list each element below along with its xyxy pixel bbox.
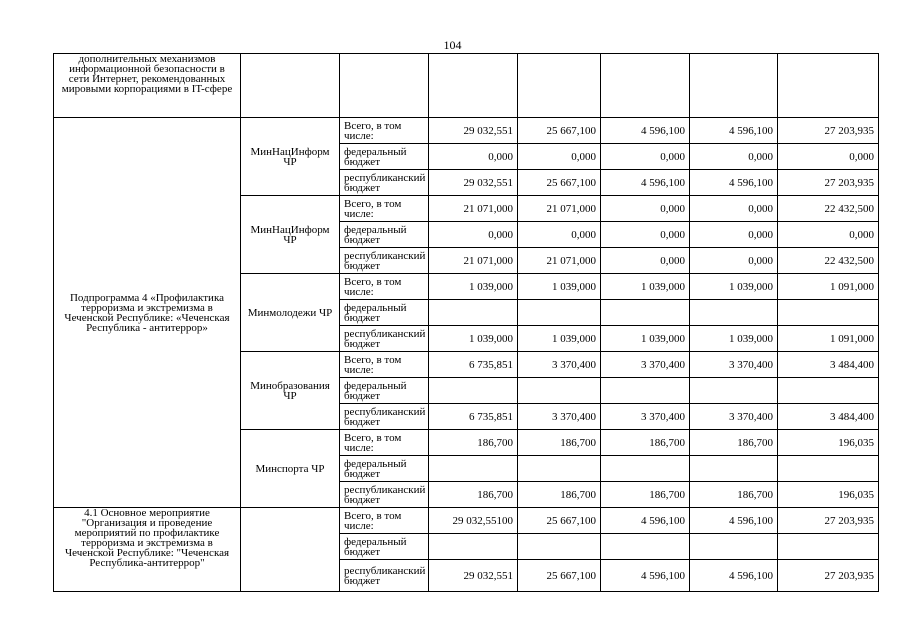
value-cell: 1 039,000: [690, 326, 778, 352]
source-cell: Всего, в том числе:: [340, 352, 429, 378]
value-cell: 27 203,935: [778, 508, 879, 534]
value-cell: 0,000: [518, 222, 601, 248]
source-cell: федеральный бюджет: [340, 378, 429, 404]
value-cell: [778, 456, 879, 482]
value-cell: [690, 378, 778, 404]
value-cell: 0,000: [518, 144, 601, 170]
value-cell: [601, 54, 690, 118]
value-cell: [601, 456, 690, 482]
source-cell: Всего, в том числе:: [340, 508, 429, 534]
value-cell: [690, 300, 778, 326]
value-cell: [778, 378, 879, 404]
org-cell: [241, 54, 340, 118]
value-cell: 25 667,100: [518, 508, 601, 534]
value-cell: 0,000: [429, 222, 518, 248]
value-cell: [778, 534, 879, 560]
value-cell: 0,000: [601, 248, 690, 274]
value-cell: 21 071,000: [518, 196, 601, 222]
org-cell: Минспорта ЧР: [241, 430, 340, 508]
source-cell: [340, 54, 429, 118]
org-cell: [241, 508, 340, 592]
measure-name-cell: 4.1 Основное мероприятие "Организация и проведение мероприятий по профилактике терроризма и экстремизма в Чеченской Республике: "Чеченская Республика-антитеррор": [54, 508, 241, 592]
value-cell: 186,700: [518, 430, 601, 456]
value-cell: 1 039,000: [601, 326, 690, 352]
value-cell: 3 484,400: [778, 352, 879, 378]
value-cell: 3 370,400: [690, 404, 778, 430]
source-cell: Всего, в том числе:: [340, 196, 429, 222]
source-cell: республиканский бюджет: [340, 170, 429, 196]
value-cell: 21 071,000: [429, 196, 518, 222]
table-row: [54, 118, 879, 144]
value-cell: 27 203,935: [778, 560, 879, 592]
org-cell: Минмолодежи ЧР: [241, 274, 340, 352]
org-cell: МинНацИнформ ЧР: [241, 118, 340, 196]
value-cell: 29 032,551: [429, 560, 518, 592]
value-cell: 4 596,100: [601, 560, 690, 592]
source-cell: Всего, в том числе:: [340, 118, 429, 144]
value-cell: 186,700: [690, 430, 778, 456]
source-cell: федеральный бюджет: [340, 222, 429, 248]
source-cell: федеральный бюджет: [340, 456, 429, 482]
value-cell: 196,035: [778, 430, 879, 456]
value-cell: 29 032,55100: [429, 508, 518, 534]
value-cell: [429, 54, 518, 118]
value-cell: [690, 534, 778, 560]
value-cell: [429, 378, 518, 404]
value-cell: [778, 300, 879, 326]
value-cell: 0,000: [601, 196, 690, 222]
value-cell: [429, 300, 518, 326]
value-cell: 6 735,851: [429, 352, 518, 378]
source-cell: республиканский бюджет: [340, 404, 429, 430]
value-cell: [601, 534, 690, 560]
value-cell: 186,700: [601, 430, 690, 456]
source-cell: федеральный бюджет: [340, 300, 429, 326]
source-cell: республиканский бюджет: [340, 560, 429, 592]
value-cell: 196,035: [778, 482, 879, 508]
value-cell: [778, 54, 879, 118]
value-cell: 4 596,100: [601, 508, 690, 534]
value-cell: 186,700: [429, 482, 518, 508]
value-cell: 25 667,100: [518, 560, 601, 592]
source-cell: Всего, в том числе:: [340, 274, 429, 300]
page-number: 104: [443, 38, 462, 52]
value-cell: 1 039,000: [690, 274, 778, 300]
value-cell: 3 370,400: [518, 404, 601, 430]
value-cell: 186,700: [429, 430, 518, 456]
value-cell: 4 596,100: [690, 118, 778, 144]
value-cell: [429, 456, 518, 482]
value-cell: 0,000: [601, 222, 690, 248]
value-cell: 4 596,100: [690, 508, 778, 534]
table-row: [54, 54, 879, 118]
value-cell: 1 039,000: [518, 274, 601, 300]
value-cell: 0,000: [690, 196, 778, 222]
value-cell: 25 667,100: [518, 170, 601, 196]
value-cell: 0,000: [429, 144, 518, 170]
value-cell: 4 596,100: [690, 170, 778, 196]
value-cell: 4 596,100: [601, 170, 690, 196]
value-cell: 3 370,400: [601, 352, 690, 378]
value-cell: 6 735,851: [429, 404, 518, 430]
budget-table: [53, 53, 879, 592]
event-name-cell: дополнительных механизмов информационной безопасности в сети Интернет, рекомендованных мировыми корпорациями в IT-сфере: [54, 54, 241, 118]
value-cell: 1 039,000: [429, 326, 518, 352]
value-cell: 22 432,500: [778, 196, 879, 222]
source-cell: Всего, в том числе:: [340, 430, 429, 456]
value-cell: 3 484,400: [778, 404, 879, 430]
value-cell: 1 091,000: [778, 274, 879, 300]
value-cell: [518, 456, 601, 482]
value-cell: 186,700: [518, 482, 601, 508]
value-cell: 1 039,000: [518, 326, 601, 352]
source-cell: республиканский бюджет: [340, 248, 429, 274]
value-cell: 0,000: [690, 222, 778, 248]
value-cell: 0,000: [690, 248, 778, 274]
value-cell: [429, 534, 518, 560]
value-cell: [518, 300, 601, 326]
value-cell: 1 091,000: [778, 326, 879, 352]
subprogram-name-cell: Подпрограмма 4 «Профилактика терроризма и экстремизма в Чеченской Республике: «Чеченская Республика - антитеррор»: [54, 118, 241, 508]
value-cell: 3 370,400: [690, 352, 778, 378]
value-cell: 21 071,000: [518, 248, 601, 274]
value-cell: 0,000: [690, 144, 778, 170]
source-cell: федеральный бюджет: [340, 144, 429, 170]
org-cell: Минобразования ЧР: [241, 352, 340, 430]
table-row: [54, 508, 879, 534]
value-cell: 186,700: [690, 482, 778, 508]
value-cell: 0,000: [778, 144, 879, 170]
source-cell: республиканский бюджет: [340, 326, 429, 352]
org-cell: МинНацИнформ ЧР: [241, 196, 340, 274]
value-cell: 25 667,100: [518, 118, 601, 144]
value-cell: 1 039,000: [429, 274, 518, 300]
value-cell: [518, 534, 601, 560]
value-cell: 27 203,935: [778, 170, 879, 196]
value-cell: [690, 456, 778, 482]
value-cell: 186,700: [601, 482, 690, 508]
value-cell: 29 032,551: [429, 170, 518, 196]
source-cell: республиканский бюджет: [340, 482, 429, 508]
value-cell: [518, 378, 601, 404]
value-cell: 1 039,000: [601, 274, 690, 300]
value-cell: 21 071,000: [429, 248, 518, 274]
value-cell: 3 370,400: [601, 404, 690, 430]
value-cell: 3 370,400: [518, 352, 601, 378]
value-cell: 22 432,500: [778, 248, 879, 274]
value-cell: [601, 300, 690, 326]
value-cell: 29 032,551: [429, 118, 518, 144]
value-cell: 27 203,935: [778, 118, 879, 144]
value-cell: [518, 54, 601, 118]
value-cell: 4 596,100: [601, 118, 690, 144]
value-cell: [601, 378, 690, 404]
value-cell: 4 596,100: [690, 560, 778, 592]
value-cell: [690, 54, 778, 118]
value-cell: 0,000: [778, 222, 879, 248]
source-cell: федеральный бюджет: [340, 534, 429, 560]
value-cell: 0,000: [601, 144, 690, 170]
